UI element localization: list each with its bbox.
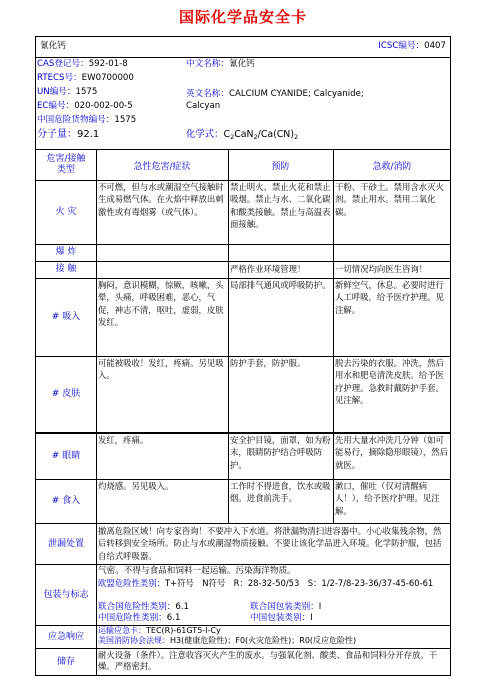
col-type-header: 危害/接触类型	[46, 154, 86, 175]
transport-card-value: TEC(R)-61GT5-I-Cy	[146, 626, 221, 635]
row-explosion-label: 爆 炸	[55, 247, 77, 257]
substance-name: 氰化钙	[40, 41, 66, 51]
un-class-value: 6.1	[175, 602, 190, 612]
packaging-un	[98, 602, 189, 613]
storage-text: 耐火设备（条件）。注意收容灭火产生的废水。与强氧化剂、酸类、食品和饲料分开存放。干燥。严格密封。	[98, 650, 438, 672]
packaging-cn	[98, 613, 180, 624]
col-hazard-header: 急性危害/症状	[133, 161, 191, 172]
un-value: 1575	[75, 87, 98, 97]
storage-label: 储存	[56, 657, 75, 667]
col-firstaid-header: 急救/消防	[372, 161, 412, 172]
hazard-table-lower	[36, 433, 450, 523]
row-fire-label: 火 灾	[55, 206, 77, 217]
packaging-un-pack	[250, 602, 321, 613]
cname-label: 中文名称：	[186, 59, 229, 69]
spill-text: 撤离危险区域！向专家咨询！不要冲入下水道。将泄漏物清扫进容器中。小心收集残余物，然后转移到安全场所。防止与水或潮湿物质接触。不要让该化学品进入环境。化学防护服，包括自给式呼吸器。	[98, 526, 442, 561]
cas-label: CAS登记号：	[37, 59, 89, 69]
icsc-value: 0407	[424, 41, 446, 51]
cn-pack-label: 中国包装类别：	[250, 613, 311, 623]
row-fire-firstaid: 干粉、干砂土。禁用含水灭火剂。禁止用水。禁用二氧化碳。	[335, 182, 444, 217]
rtecs-value: EW0700000	[81, 73, 134, 83]
mw-value: 92.1	[77, 129, 100, 140]
row-contact-firstaid: 一切情况均向医生咨询！	[335, 264, 428, 274]
formula-part: /Ca(CN)	[257, 129, 294, 140]
row-ingestion-prevent: 工作时不得进食，饮水或吸烟。进食前洗手。	[230, 481, 331, 504]
cname-value: 氰化钙	[228, 59, 255, 69]
row-inhalation-firstaid: 新鲜空气，休息。必要时进行人工呼吸，给予医疗护理。见注解。	[335, 280, 444, 315]
cn-label: 中国危险货物编号：	[37, 115, 115, 125]
packaging-line1: 气密。不得与食品和饲料一起运输。污染海洋物质。	[98, 566, 296, 576]
emergency-line2	[98, 636, 356, 646]
ename-line1: CALCIUM CYANIDE; Calcyanide;	[228, 89, 364, 99]
row-eyes-prevent-full: 安全护目镜，面罩，如为粉末，眼睛防护结合呼吸防护。	[230, 435, 331, 470]
nfpa-value: H3(健康危险性)；F0(火灾危险性)；R0(反应危险性)	[170, 636, 357, 645]
cn-class-value: 6.1	[166, 613, 181, 623]
rtecs-label: RTECS号：	[37, 73, 82, 83]
col-prevent-header: 预防	[271, 161, 290, 172]
un-pack-label: 联合国包装类别：	[250, 602, 319, 612]
cn-hazard-number	[37, 115, 136, 126]
storage-section	[36, 649, 450, 676]
row-fire-prevent: 禁止明火、禁止火花和禁止吸烟。禁止与水、二氧化碳和酸类接触。禁止与高温表面接触。	[230, 182, 331, 230]
row-inhalation-label: # 吸入	[51, 311, 81, 322]
emergency-section	[36, 626, 450, 648]
formula-sub: 2	[293, 133, 299, 141]
packaging-cn-pack	[250, 613, 313, 624]
packaging-eu	[98, 578, 449, 602]
row-fire-hazard: 不可燃，但与水或潮湿空气接触时生成易燃气体。在火焰中释放出刺激性或有毒烟雾（或气体）。	[98, 182, 224, 217]
safety-card	[35, 36, 451, 676]
row-eyes-label-full: # 眼睛	[51, 450, 81, 461]
mw-label: 分子量：	[37, 129, 77, 140]
formula-label: 化学式：	[186, 129, 224, 140]
cas-number	[37, 59, 128, 70]
spill-label: 泄漏处置	[47, 538, 84, 549]
emergency-line1	[98, 626, 221, 636]
identity-block	[36, 57, 450, 149]
row-skin-hazard: 可能被吸收！发红，疼痛。另见吸入。	[98, 358, 224, 381]
cn-class-label: 中国危险性类别：	[98, 613, 167, 623]
transport-card-label: 运输应急卡：	[98, 626, 146, 635]
packaging-label: 包装与标志	[43, 589, 89, 600]
eu-value: T+符号 N符号 R：28-32-50/53 S：1/2-7/8-23-36/37-45-60-61	[165, 578, 434, 588]
page-title: 国际化学品安全卡	[178, 8, 307, 26]
ename-label: 英文名称：	[186, 89, 229, 99]
un-label: UN编号：	[37, 87, 76, 97]
row-inhalation-prevent: 局部排气通风或呼吸防护。	[230, 280, 331, 290]
formula-sub: 2	[230, 133, 235, 141]
cas-value: 592-01-8	[88, 59, 128, 69]
row-contact-label: 接 触	[55, 264, 77, 274]
cn-pack-value: I	[310, 613, 313, 623]
row-ingestion-hazard: 灼烧感。另见吸入。	[98, 481, 174, 491]
nfpa-label: 美国消防协会法规：	[98, 636, 170, 645]
cn-value: 1575	[114, 115, 137, 125]
un-class-label: 联合国危险性类别：	[98, 602, 176, 612]
rtecs-number	[37, 73, 134, 84]
english-name-cont: Calcyan	[186, 101, 221, 111]
ec-number	[37, 101, 133, 112]
row-eyes-firstaid-full: 先用大量水冲洗几分钟（如可能易行，摘除隐形眼镜），然后就医。	[335, 435, 449, 470]
ec-value: 020-002-00-5	[74, 101, 133, 111]
ec-label: EC编号：	[37, 101, 75, 111]
emergency-label: 应急响应	[47, 631, 84, 642]
row-ingestion-firstaid: 漱口，催吐（仅对清醒病人！），给予医疗护理。见注解。	[335, 481, 440, 516]
icsc-label: ICSC编号：	[378, 41, 425, 51]
un-pack-value: I	[318, 602, 322, 612]
spill-section	[36, 524, 450, 564]
formula-part: CaN	[234, 129, 254, 140]
row-ingestion-label: # 食入	[51, 495, 81, 506]
row-eyes-hazard-full: 发红，疼痛。	[98, 435, 149, 445]
row-contact-prevent: 严格作业环境管理！	[230, 264, 306, 274]
row-skin-firstaid: 脱去污染的衣服。冲洗，然后用水和肥皂清洗皮肤。给予医疗护理。急救时戴防护手套。见注解。	[335, 358, 444, 406]
formula-sub: 2	[253, 133, 258, 141]
un-number	[37, 87, 97, 98]
card-header	[36, 37, 450, 57]
eu-label: 欧盟危险性类别：	[98, 578, 165, 588]
row-skin-label: # 皮肤	[51, 388, 81, 399]
molecular-weight	[37, 129, 99, 140]
formula-part: C	[223, 129, 231, 140]
chemical-formula	[186, 129, 298, 143]
row-inhalation-hazard: 胸闷，意识模糊，惊厥，咳嗽，头晕，头痛，呼吸困难，恶心，气促，神志不清，呕吐，虚弱，皮肤发红。	[98, 280, 224, 328]
row-skin-prevent: 防护手套，防护服。	[230, 358, 306, 368]
english-name	[186, 89, 364, 100]
icsc-number	[378, 41, 446, 52]
packaging-section	[36, 565, 450, 625]
chinese-name	[186, 59, 255, 70]
